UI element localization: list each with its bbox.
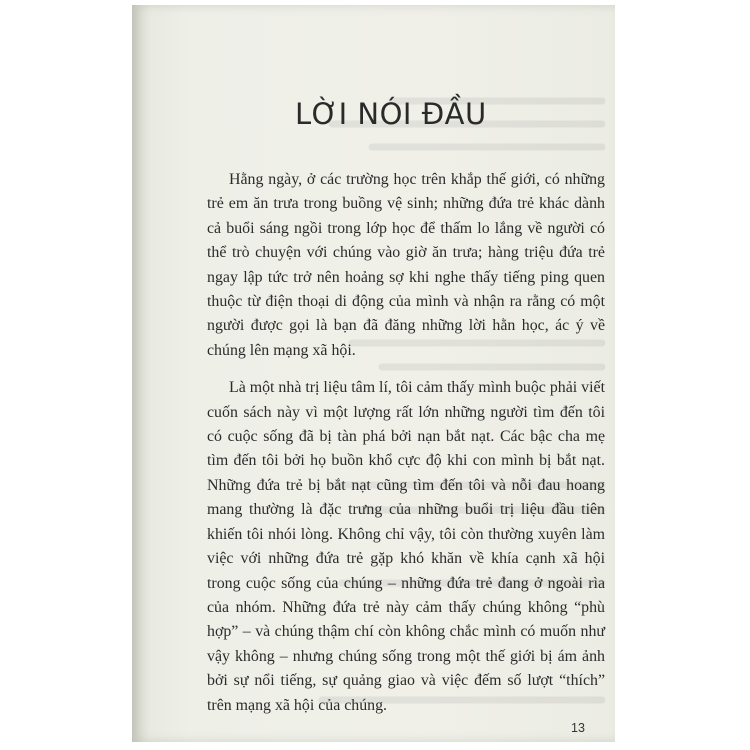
body-text <box>207 168 605 718</box>
page-heading: LỜI NÓI ĐẦU <box>295 97 487 131</box>
page-number: 13 <box>571 721 585 735</box>
paragraph-2: Là một nhà trị liệu tâm lí, tôi cảm thấy mình buộc phải viết cuốn sách này vì một lượng rất lớn những người tìm đến tôi có cuộc sống đã bị tàn phá bởi nạn bắt nạt. Các bậc cha mẹ tìm đến tôi bởi họ buồn khổ cực độ khi con mình bị bắt nạt. Những đứa trẻ bị bắt nạt cũng tìm đến tôi và nỗi đau hoang mang thường là đặc trưng của những buổi trị liệu đầu tiên khiến tôi nhói lòng. Không chỉ vậy, tôi còn thường xuyên làm việc với những đứa trẻ gặp khó khăn về khía cạnh xã hội trong cuộc sống của chúng – những đứa trẻ đang ở ngoài rìa của nhóm. Những đứa trẻ này cảm thấy chúng không “phù hợp” – và chúng thậm chí còn không chắc mình có muốn như vậy không – nhưng chúng sống trong một thế giới bị ám ảnh bởi sự nổi tiếng, sự quảng giao và việc đếm số lượt “thích” trên mạng xã hội của chúng. <box>207 379 605 714</box>
book-page <box>132 5 615 742</box>
paragraph-1: Hằng ngày, ở các trường học trên khắp thế giới, có những trẻ em ăn trưa trong buồng vệ sinh; những đứa trẻ khác dành cả buổi sáng ngồi trong lớp học để thấm lo lắng về người có thể trò chuyện với chúng vào giờ ăn trưa; hàng triệu đứa trẻ ngay lập tức trở nên hoảng sợ khi nghe thấy tiếng ping quen thuộc từ điện thoại di động của mình và nhận ra rằng có một người được gọi là bạn đã đăng những lời hằn học, ác ý về chúng lên mạng xã hội. <box>207 171 605 359</box>
